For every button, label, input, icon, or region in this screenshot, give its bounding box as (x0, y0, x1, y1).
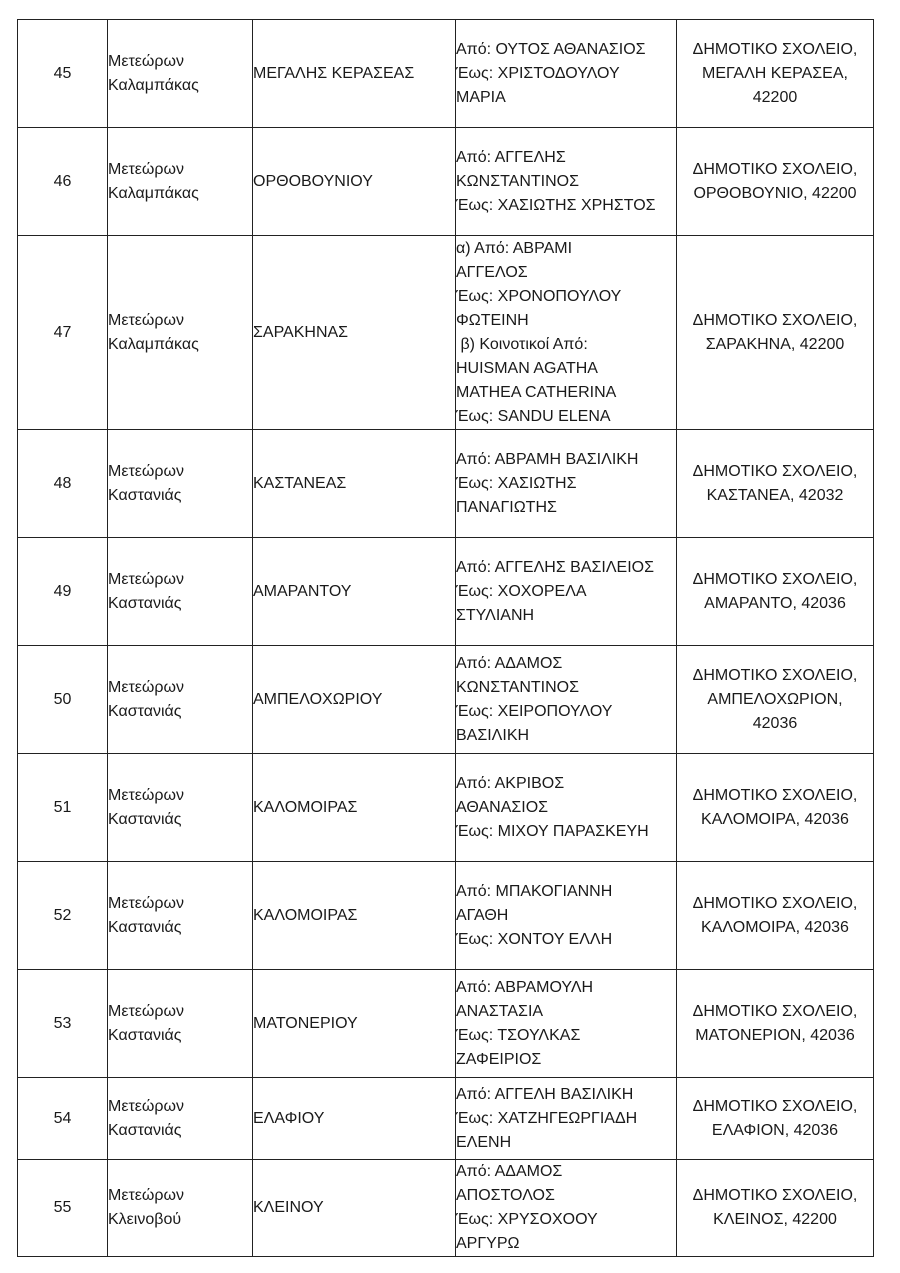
voter-range-line: Από: ΜΠΑΚΟΓΙΑΝΝΗ (456, 882, 613, 900)
municipality-line: Καστανιάς (108, 1121, 182, 1139)
polling-station-line: ΔΗΜΟΤΙΚΟ ΣΧΟΛΕΙΟ, (692, 462, 858, 480)
polling-station-line: ΔΗΜΟΤΙΚΟ ΣΧΟΛΕΙΟ, (692, 894, 858, 912)
voter-range-line: α) Από: ΑΒΡΑΜΙ (456, 239, 573, 257)
voter-range-line: Έως: ΧΡΟΝΟΠΟΥΛΟΥ (456, 287, 622, 305)
municipality-line: Μετεώρων (108, 52, 184, 70)
polling-station-line: ΚΑΣΤΑΝΕΑ, 42032 (706, 486, 844, 504)
voter-range-line: Έως: ΧΑΣΙΩΤΗΣ (456, 474, 577, 492)
municipality-line: Μετεώρων (108, 1002, 184, 1020)
table-row (18, 1078, 874, 1160)
row-number: 50 (18, 646, 108, 754)
table-row (18, 236, 874, 430)
voter-range-line: ΜΑΡΙΑ (456, 88, 506, 106)
municipality-cell (108, 646, 253, 754)
voter-range-line: MATHEA CATHERINA (456, 383, 617, 401)
municipality-cell (108, 1078, 253, 1160)
table-row (18, 128, 874, 236)
municipality-line: Μετεώρων (108, 1187, 184, 1204)
municipality-line: Καστανιάς (108, 1026, 182, 1044)
polling-station-line: ΚΑΛΟΜΟΙΡΑ, 42036 (701, 810, 849, 828)
voter-range-cell (456, 754, 677, 862)
municipality-line: Μετεώρων (108, 894, 184, 912)
polling-station-cell (677, 862, 874, 970)
voter-range-line: HUISMAN AGATHA (456, 359, 598, 377)
locality-cell: ΜΑΤΟΝΕΡΙΟΥ (253, 970, 456, 1078)
table-row (18, 538, 874, 646)
polling-station-line: ΔΗΜΟΤΙΚΟ ΣΧΟΛΕΙΟ, (692, 1187, 858, 1204)
polling-station-cell (677, 236, 874, 430)
municipality-line: Καστανιάς (108, 486, 182, 504)
voter-range-cell (456, 538, 677, 646)
voter-range-cell (456, 128, 677, 236)
voter-range-line: Έως: ΧΡΙΣΤΟΔΟΥΛΟΥ (456, 64, 620, 82)
municipality-line: Καλαμπάκας (108, 335, 199, 353)
voter-range-line: ΚΩΝΣΤΑΝΤΙΝΟΣ (456, 678, 579, 696)
row-number: 48 (18, 430, 108, 538)
locality-cell: ΕΛΑΦΙΟΥ (253, 1078, 456, 1160)
voter-range-line: Από: ΟΥΤΟΣ ΑΘΑΝΑΣΙΟΣ (456, 40, 646, 58)
voter-range-line: ΑΡΓΥΡΩ (456, 1235, 520, 1252)
voter-range-line: Έως: ΧΟΝΤΟΥ ΕΛΛΗ (456, 930, 613, 948)
locality-cell: ΣΑΡΑΚΗΝΑΣ (253, 236, 456, 430)
polling-stations-table (17, 19, 874, 1257)
polling-station-line: ΜΑΤΟΝΕΡΙΟΝ, 42036 (695, 1026, 855, 1044)
table-row (18, 970, 874, 1078)
voter-range-line: Έως: ΤΣΟΥΛΚΑΣ (456, 1026, 581, 1044)
voter-range-cell (456, 1078, 677, 1160)
municipality-line: Μετεώρων (108, 311, 184, 329)
polling-station-cell (677, 970, 874, 1078)
row-number: 55 (18, 1160, 108, 1257)
table-row (18, 646, 874, 754)
voter-range-line: ΒΑΣΙΛΙΚΗ (456, 726, 530, 744)
polling-station-line: ΣΑΡΑΚΗΝΑ, 42200 (705, 335, 845, 353)
polling-station-cell (677, 538, 874, 646)
polling-station-line: ΚΛΕΙΝΟΣ, 42200 (713, 1211, 837, 1228)
voter-range-line: ΑΓΓΕΛΟΣ (456, 263, 528, 281)
locality-cell: ΚΛΕΙΝΟΥ (253, 1160, 456, 1257)
polling-station-line: ΔΗΜΟΤΙΚΟ ΣΧΟΛΕΙΟ, (692, 160, 858, 178)
polling-station-line: ΜΕΓΑΛΗ ΚΕΡΑΣΕΑ, (702, 64, 848, 82)
voter-range-cell (456, 20, 677, 128)
polling-station-cell (677, 430, 874, 538)
polling-station-cell (677, 20, 874, 128)
voter-range-line: Έως: ΜΙΧΟΥ ΠΑΡΑΣΚΕΥΗ (456, 822, 649, 840)
polling-station-cell (677, 754, 874, 862)
voter-range-line: Έως: ΧΕΙΡΟΠΟΥΛΟΥ (456, 702, 613, 720)
polling-station-line: ΔΗΜΟΤΙΚΟ ΣΧΟΛΕΙΟ, (692, 666, 858, 684)
table-row (18, 862, 874, 970)
locality-cell: ΜΕΓΑΛΗΣ ΚΕΡΑΣΕΑΣ (253, 20, 456, 128)
polling-station-cell (677, 1078, 874, 1160)
locality-cell: ΚΑΛΟΜΟΙΡΑΣ (253, 754, 456, 862)
polling-station-line: ΑΜΠΕΛΟΧΩΡΙΟΝ, (707, 690, 843, 708)
municipality-line: Μετεώρων (108, 786, 184, 804)
municipality-line: Καλαμπάκας (108, 184, 199, 202)
voter-range-cell (456, 862, 677, 970)
voter-range-line: ΑΠΟΣΤΟΛΟΣ (456, 1187, 555, 1204)
locality-cell: ΚΑΣΤΑΝΕΑΣ (253, 430, 456, 538)
municipality-line: Καστανιάς (108, 918, 182, 936)
table-row (18, 430, 874, 538)
voter-range-line: Από: ΑΓΓΕΛΗ ΒΑΣΙΛΙΚΗ (456, 1085, 634, 1103)
voter-range-line: Από: ΑΒΡΑΜΟΥΛΗ (456, 978, 594, 996)
municipality-cell (108, 1160, 253, 1257)
row-number: 46 (18, 128, 108, 236)
municipality-line: Καστανιάς (108, 810, 182, 828)
polling-station-cell (677, 128, 874, 236)
voter-range-line: ΦΩΤΕΙΝΗ (456, 311, 529, 329)
locality-cell: ΑΜΑΡΑΝΤΟΥ (253, 538, 456, 646)
locality-cell: ΚΑΛΟΜΟΙΡΑΣ (253, 862, 456, 970)
voter-range-line: β) Κοινοτικοί Από: (456, 335, 588, 353)
municipality-line: Καστανιάς (108, 702, 182, 720)
table-body (18, 20, 874, 1257)
polling-station-line: ΔΗΜΟΤΙΚΟ ΣΧΟΛΕΙΟ, (692, 40, 858, 58)
polling-station-line: ΟΡΘΟΒΟΥΝΙΟ, 42200 (693, 184, 857, 202)
voter-range-line: Έως: ΧΑΣΙΩΤΗΣ ΧΡΗΣΤΟΣ (456, 196, 656, 214)
voter-range-line: ΖΑΦΕΙΡΙΟΣ (456, 1050, 542, 1068)
municipality-cell (108, 20, 253, 128)
row-number: 52 (18, 862, 108, 970)
voter-range-line: Από: ΑΔΑΜΟΣ (456, 654, 563, 672)
polling-station-cell (677, 646, 874, 754)
municipality-cell (108, 538, 253, 646)
row-number: 45 (18, 20, 108, 128)
municipality-cell (108, 862, 253, 970)
municipality-line: Μετεώρων (108, 462, 184, 480)
voter-range-line: Από: ΑΓΓΕΛΗΣ ΒΑΣΙΛΕΙΟΣ (456, 558, 654, 576)
polling-station-cell (677, 1160, 874, 1257)
voter-range-line: Από: ΑΒΡΑΜΗ ΒΑΣΙΛΙΚΗ (456, 450, 639, 468)
table-row (18, 754, 874, 862)
row-number: 54 (18, 1078, 108, 1160)
polling-station-line: ΑΜΑΡΑΝΤΟ, 42036 (704, 594, 846, 612)
voter-range-cell (456, 430, 677, 538)
row-number: 47 (18, 236, 108, 430)
row-number: 51 (18, 754, 108, 862)
polling-station-line: 42036 (752, 714, 798, 732)
voter-range-line: Έως: SANDU ELENA (456, 407, 611, 425)
voter-range-cell (456, 236, 677, 430)
voter-range-line: ΑΓΑΘΗ (456, 906, 509, 924)
row-number: 53 (18, 970, 108, 1078)
municipality-line: Μετεώρων (108, 160, 184, 178)
voter-range-line: ΣΤΥΛΙΑΝΗ (456, 606, 535, 624)
voter-range-line: ΠΑΝΑΓΙΩΤΗΣ (456, 498, 557, 516)
polling-station-line: ΚΑΛΟΜΟΙΡΑ, 42036 (701, 918, 849, 936)
polling-station-line: ΔΗΜΟΤΙΚΟ ΣΧΟΛΕΙΟ, (692, 570, 858, 588)
voter-range-line: ΕΛΕΝΗ (456, 1133, 512, 1151)
polling-station-line: ΔΗΜΟΤΙΚΟ ΣΧΟΛΕΙΟ, (692, 786, 858, 804)
polling-station-line: ΔΗΜΟΤΙΚΟ ΣΧΟΛΕΙΟ, (692, 1002, 858, 1020)
voter-range-line: Έως: ΧΡΥΣΟΧΟΟΥ (456, 1211, 598, 1228)
municipality-cell (108, 430, 253, 538)
voter-range-line: ΚΩΝΣΤΑΝΤΙΝΟΣ (456, 172, 579, 190)
municipality-line: Μετεώρων (108, 1097, 184, 1115)
row-number: 49 (18, 538, 108, 646)
voter-range-cell (456, 1160, 677, 1257)
polling-station-line: ΔΗΜΟΤΙΚΟ ΣΧΟΛΕΙΟ, (692, 311, 858, 329)
voter-range-line: Έως: ΧΑΤΖΗΓΕΩΡΓΙΑΔΗ (456, 1109, 638, 1127)
polling-station-line: ΔΗΜΟΤΙΚΟ ΣΧΟΛΕΙΟ, (692, 1097, 858, 1115)
polling-station-line: ΕΛΑΦΙΟΝ, 42036 (711, 1121, 839, 1139)
table-row (18, 20, 874, 128)
municipality-cell (108, 754, 253, 862)
locality-cell: ΟΡΘΟΒΟΥΝΙΟΥ (253, 128, 456, 236)
municipality-line: Μετεώρων (108, 678, 184, 696)
municipality-line: Μετεώρων (108, 570, 184, 588)
voter-range-line: Από: ΑΚΡΙΒΟΣ (456, 774, 565, 792)
municipality-cell (108, 128, 253, 236)
voter-range-line: Από: ΑΓΓΕΛΗΣ (456, 148, 566, 166)
voter-range-cell (456, 970, 677, 1078)
table-row (18, 1160, 874, 1257)
voter-range-line: ΑΝΑΣΤΑΣΙΑ (456, 1002, 544, 1020)
municipality-line: Καλαμπάκας (108, 76, 199, 94)
voter-range-cell (456, 646, 677, 754)
voter-range-line: ΑΘΑΝΑΣΙΟΣ (456, 798, 549, 816)
municipality-cell (108, 236, 253, 430)
municipality-line: Καστανιάς (108, 594, 182, 612)
voter-range-line: Έως: ΧΟΧΟΡΕΛΑ (456, 582, 587, 600)
locality-cell: ΑΜΠΕΛΟΧΩΡΙΟΥ (253, 646, 456, 754)
municipality-cell (108, 970, 253, 1078)
voter-range-line: Από: ΑΔΑΜΟΣ (456, 1163, 563, 1180)
polling-station-line: 42200 (752, 88, 798, 106)
municipality-line: Κλεινοβού (108, 1211, 182, 1228)
